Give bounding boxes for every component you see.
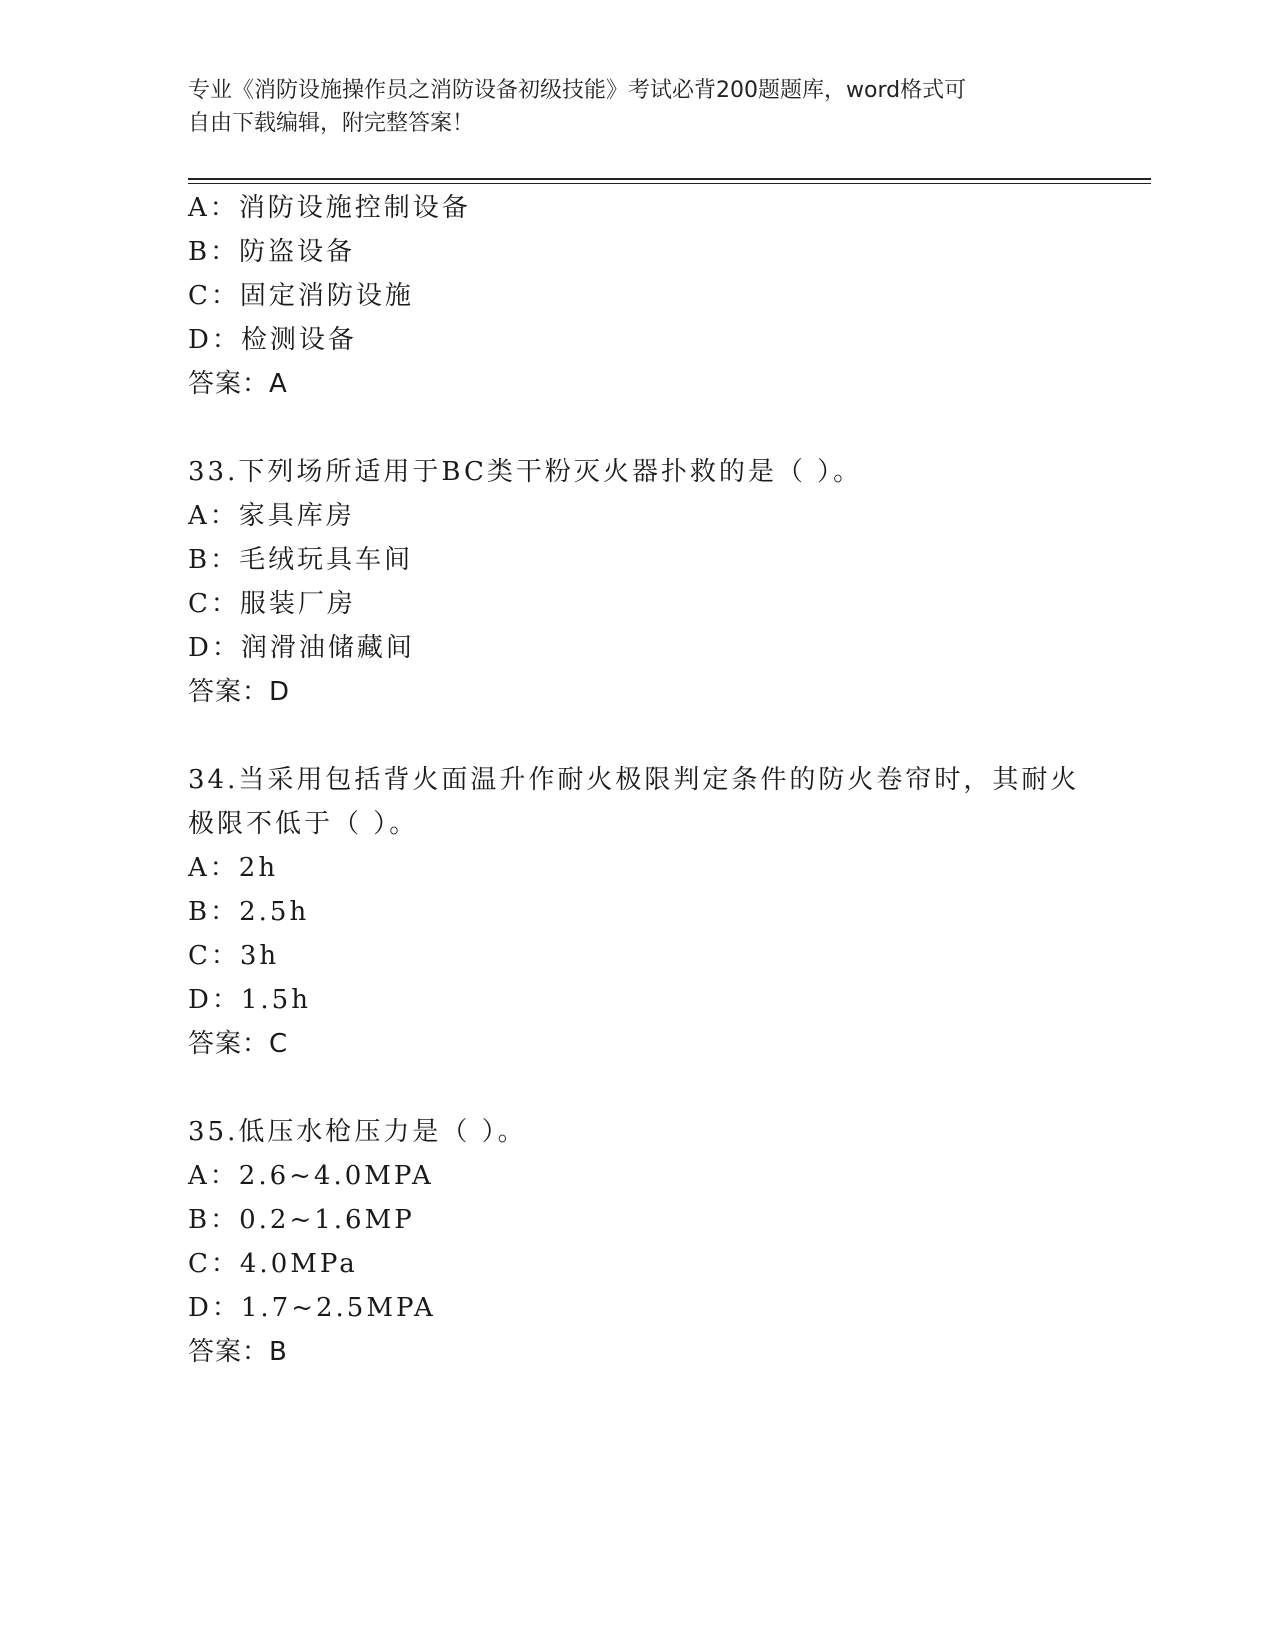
q35-option-a: A：2.6~4.0MPA <box>188 1161 434 1191</box>
q33-option-b: B：毛绒玩具车间 <box>188 545 414 575</box>
q35-option-b: B：0.2~1.6MP <box>188 1205 415 1235</box>
q35-option-d: D：1.7~2.5MPA <box>188 1293 436 1323</box>
q34-option-a: A：2h <box>188 853 279 883</box>
q32-option-c: C：固定消防设施 <box>188 281 414 311</box>
q33-question: 33.下列场所适用于BC类干粉灭火器扑救的是（ ）。 <box>188 457 863 487</box>
q34-question-line-1: 34.当采用包括背火面温升作耐火极限判定条件的防火卷帘时，其耐火 <box>188 765 1080 795</box>
q33-answer: 答案：D <box>188 677 291 707</box>
q34-question-line-2: 极限不低于（ ）。 <box>188 809 419 839</box>
header-line-2: 自由下载编辑，附完整答案！ <box>188 111 475 136</box>
q35-answer: 答案：B <box>188 1337 288 1367</box>
header-line-1: 专业《消防设施操作员之消防设备初级技能》考试必背200题题库，word格式可 <box>188 78 967 103</box>
q34-option-d: D：1.5h <box>188 985 311 1015</box>
document-header <box>188 74 1068 140</box>
q33-option-c: C：服装厂房 <box>188 589 356 619</box>
header-divider <box>188 178 1151 180</box>
q34-answer: 答案：C <box>188 1029 289 1059</box>
q35-question: 35.低压水枪压力是（ ）。 <box>188 1117 527 1147</box>
q33-option-a: A：家具库房 <box>188 501 355 531</box>
q32-option-b: B：防盗设备 <box>188 237 356 267</box>
header-divider-thin <box>188 183 1151 184</box>
q33-option-d: D：润滑油储藏间 <box>188 633 415 663</box>
q34-option-c: C：3h <box>188 941 280 971</box>
q32-answer: 答案：A <box>188 369 288 399</box>
q34-option-b: B：2.5h <box>188 897 310 927</box>
q35-option-c: C：4.0MPa <box>188 1249 358 1279</box>
q32-option-a: A：消防设施控制设备 <box>188 193 471 223</box>
q32-option-d: D：检测设备 <box>188 325 357 355</box>
